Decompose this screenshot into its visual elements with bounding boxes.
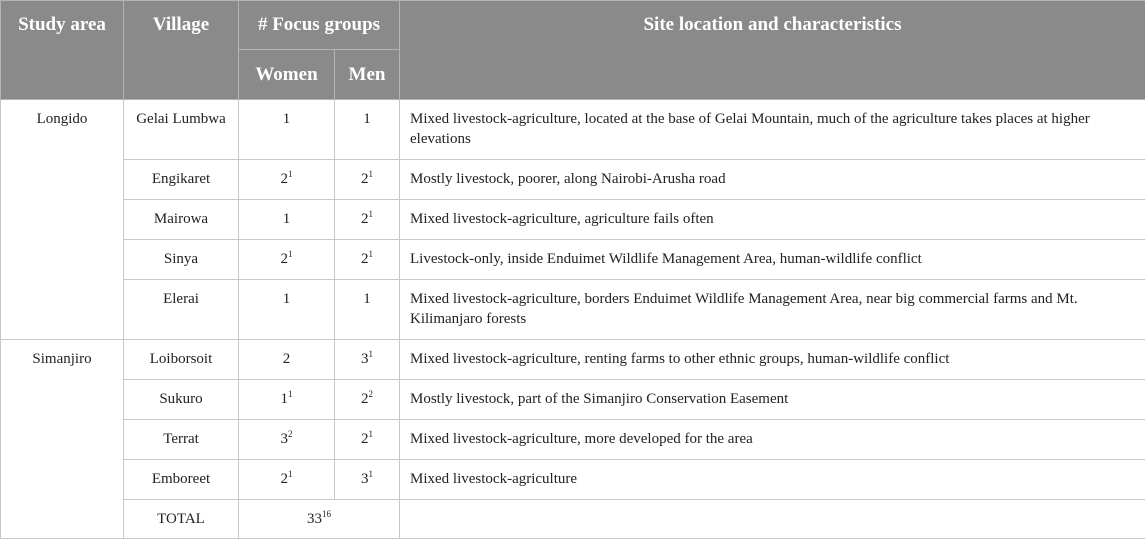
header-study-area: Study area: [1, 1, 124, 100]
women-cell: $1^1$: [239, 380, 335, 420]
total-empty-cell: [400, 500, 1145, 539]
study-area-cell: Simanjiro: [1, 340, 124, 539]
women-cell: $2^1$: [239, 240, 335, 280]
men-cell: $2^1$: [335, 160, 400, 200]
village-cell: Engikaret: [124, 160, 239, 200]
village-cell: Gelai Lumbwa: [124, 100, 239, 160]
header-focus-groups: # Focus groups: [239, 1, 400, 50]
header-men: Men: [335, 50, 400, 100]
women-cell: 1: [239, 100, 335, 160]
men-cell: $2^2$: [335, 380, 400, 420]
header-women: Women: [239, 50, 335, 100]
women-cell: 2: [239, 340, 335, 380]
village-cell: Loiborsoit: [124, 340, 239, 380]
table-row: [1, 160, 1145, 200]
table-row: [1, 200, 1145, 240]
men-cell: $2^1$: [335, 420, 400, 460]
women-cell: 1: [239, 200, 335, 240]
village-cell: Sinya: [124, 240, 239, 280]
total-row: [1, 500, 1145, 539]
women-cell: 1: [239, 280, 335, 340]
men-cell: 1: [335, 100, 400, 160]
description-cell: Mixed livestock-agriculture, located at the base of Gelai Mountain, much of the agriculture takes places at higher elevations: [400, 100, 1145, 160]
table-row: [1, 460, 1145, 500]
header-site-characteristics: Site location and characteristics: [400, 1, 1145, 100]
women-cell: $2^1$: [239, 460, 335, 500]
village-cell: Mairowa: [124, 200, 239, 240]
village-cell: Sukuro: [124, 380, 239, 420]
women-cell: $2^1$: [239, 160, 335, 200]
study-area-cell: Longido: [1, 100, 124, 340]
table-row: [1, 240, 1145, 280]
table-row: [1, 380, 1145, 420]
table-row: [1, 280, 1145, 340]
description-cell: Livestock-only, inside Enduimet Wildlife Management Area, human-wildlife conflict: [400, 240, 1145, 280]
table-row: [1, 340, 1145, 380]
men-cell: $2^1$: [335, 200, 400, 240]
village-cell: Elerai: [124, 280, 239, 340]
men-cell: 1: [335, 280, 400, 340]
village-cell: Emboreet: [124, 460, 239, 500]
village-cell: Terrat: [124, 420, 239, 460]
men-cell: $2^1$: [335, 240, 400, 280]
total-label-cell: TOTAL: [124, 500, 239, 539]
description-cell: Mixed livestock-agriculture, borders Enduimet Wildlife Management Area, near big commercial farms and Mt. Kilimanjaro forests: [400, 280, 1145, 340]
description-cell: Mixed livestock-agriculture: [400, 460, 1145, 500]
total-value-cell: $33^{16}$: [239, 500, 400, 539]
description-cell: Mixed livestock-agriculture, more developed for the area: [400, 420, 1145, 460]
table-row: [1, 420, 1145, 460]
description-cell: Mostly livestock, poorer, along Nairobi-Arusha road: [400, 160, 1145, 200]
women-cell: $3^2$: [239, 420, 335, 460]
men-cell: $3^1$: [335, 340, 400, 380]
description-cell: Mixed livestock-agriculture, renting farms to other ethnic groups, human-wildlife conflict: [400, 340, 1145, 380]
men-cell: $3^1$: [335, 460, 400, 500]
table-row: [1, 100, 1145, 160]
description-cell: Mixed livestock-agriculture, agriculture fails often: [400, 200, 1145, 240]
description-cell: Mostly livestock, part of the Simanjiro Conservation Easement: [400, 380, 1145, 420]
header-village: Village: [124, 1, 239, 100]
